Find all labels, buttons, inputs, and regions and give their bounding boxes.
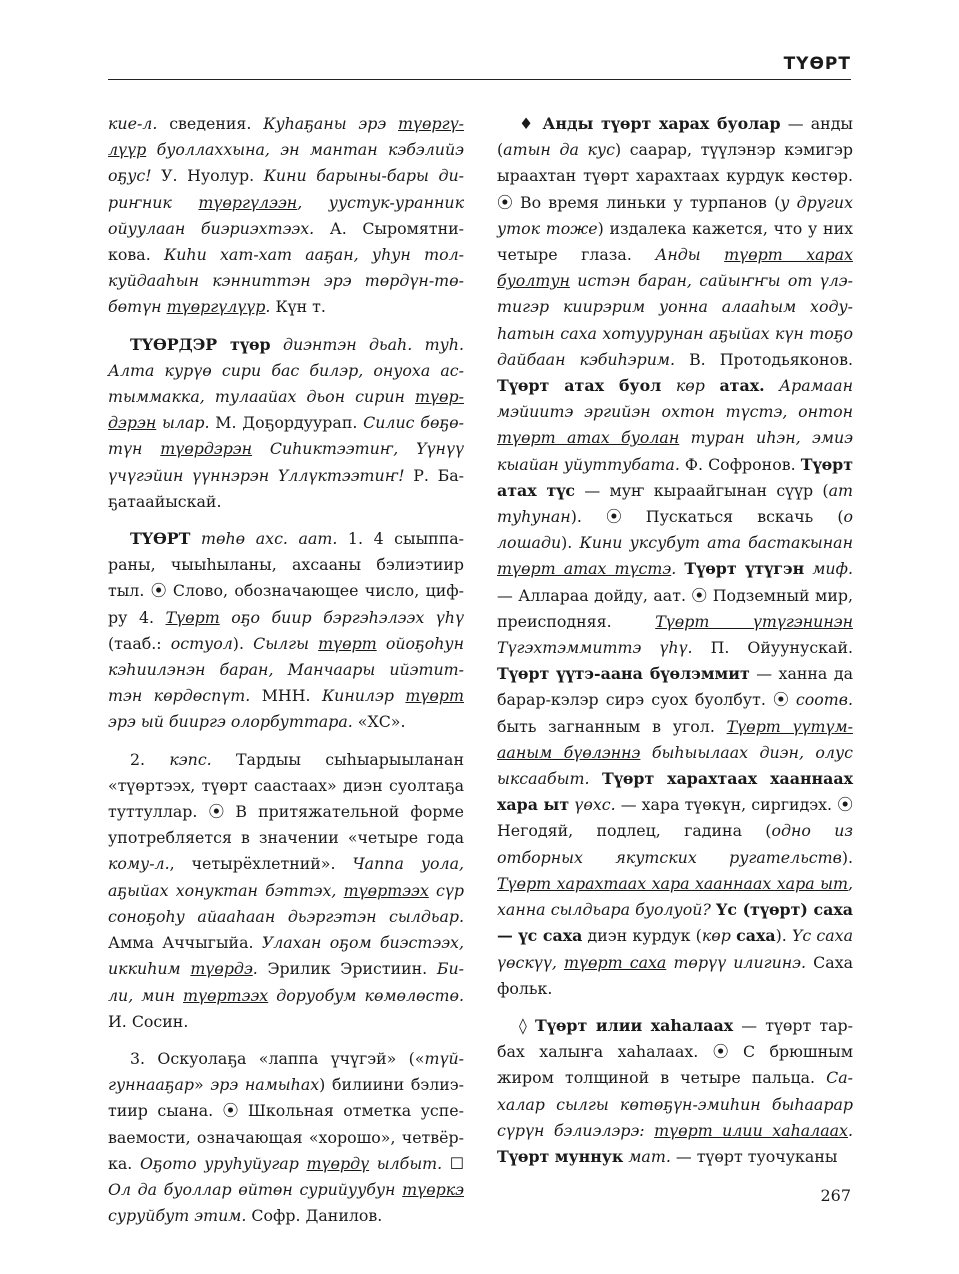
entry-continuation: кие-л. сведения. Куһаҕаны эрэ түөргүлүүр буоллаххына, эн мантан кэбэлийэ оҕус! У. Нуолур. Кини барыны-бары дириҥник түөргүлээн, уустук-уранник ойуулаан биэриэхтээх. А. Сыромятникова. Киһи хат-хат ааҕан, уһун толкуйдааһын кэнниттэн эрэ төрдүн-төбөтүн түөргүлүүр. Күн т. (108, 114, 464, 317)
page-number: 267 (820, 1186, 851, 1205)
phrases-block: ♦ Анды түөрт харах буолар — анды (атын да кус) саарар, түүлэнэр кэмигэр ыраахтан түөрт харахтаах курдук көстөр. ⦿ Во время линьки у турпанов (у других уток тоже) издалека кажется, что у них четыре глаза. Анды түөрт харах буолтун истэн баран, сайыҥҥы от үлэтигэр киирэрим уонна алааһым ходуһатын саха хотуурунан аҕыйах күн тоҕо дайбаан кэбиһэрим. В. Протодьяконов. Түөрт атах буол көр атах. Арамаан мэйиитэ эргийэн охтон түстэ, онтон түөрт атах буолан туран иһэн, эмиэ кыайан уйуттубата. Ф. Софронов. Түөрт атах түс — муҥ кыраайгынан сүүр (ат туһунан). ⦿ Пускаться вскачь (о лошади). Кини уксубут ата бастакынан түөрт атах түстэ. Түөрт үтүгэн миф. — Аллараа дойду, аат. ⦿ Подземный мир, преисподняя. Түөрт үтүгэнинэн Түгэхтэммиттэ үһү. П. Ойуунускай. Түөрт үүтэ-аана бүөлэммит — ханна да барар-кэлэр сирэ суох буолбут. ⦿ соотв. быть загнанным в угол. Түөрт үүтүм-ааным бүөлэннэ быһыылаах диэн, олус ыксаабыт. Түөрт харахтаах хааннаах хара ыт үөхс. — хара түөкүн, сиргидэх. ⦿ Негодяй, подлец, гадина (одно из отборных якутских ругательств). Түөрт харахтаах хара хааннаах хара ыт, ханна сылдьара буолуой? Үс (түөрт) саха — үс саха диэн курдук (көр саха). Үс саха үөскүү, түөрт саха төрүү илигинэ. Саха фольк. (497, 114, 854, 998)
left-column (108, 111, 464, 1240)
phrases-block-2: ◊ Түөрт илии хаһалаах — түөрт тарбах халыҥа хаһалаах. ⦿ С брюшным жиром толщиной в четыре пальца. Сахалар сылгы көтөҕүн-эмиһин быһаарар сүрүн бэлиэлэрэ: түөрт илии хаһалаах. Түөрт муннук мат. — түөрт туочуканы (497, 1015, 854, 1166)
entry-tuort-sense-2: 2. кэпс. Тардыы сыһыарыыланан «түөртээх, түөрт саастаах» диэн суолтаҕа туттуллар. ⦿ В притяжательной форме употребляется в значении «четыре года кому-л., четырёхлетний». Чаппа уола, аҕыйах хонуктан бэттэх, түөртээх сүр соноҕоһу айааһаан дьэргэтэн сылдьар. Амма Аччыгыйа. Улахан оҕом биэстээх, иккиһим түөрдэ. Эрилик Эристиин. Били, мин түөртээх доруобум көмөлөстө. И. Сосин. (108, 749, 465, 1031)
entry-tuordar: ТҮӨРДЭР түөр диэнтэн дьаһ. туһ. Алта курүө сири бас билэр, онуоха астыммакка, тулаайах дьон сирин түөрдэрэн ылар. М. Доҕордуурап. Силис бөҕөтүн түөрдэрэн Сиһиктээтиҥ, Үүнүү үчүгэйин үүннэрэн Үллүктээтиҥ! Р. Баҕатаайыскай. (108, 334, 465, 511)
right-column (497, 111, 853, 1181)
entry-tuort: ТҮӨРТ төһө ахс. аат. 1. 4 сыыппараны, чыыһыланы, ахсааны бэлиэтиир тыл. ⦿ Слово, обозначающее число, цифру 4. Түөрт оҕо биир бэргэһэлээх үһү (тааб.: остуол). Сылгы түөрт ойоҕоһун кэһиилэнэн баран, Манчаары ийэтиттэн көрдөспүт. МНН. Кинилэр түөрт эрэ ый бииргэ олорбуттара. «ХС». (108, 529, 464, 732)
entry-tuort-sense-3: 3. Оскуолаҕа «лаппа үчүгэй» («түйгуннааҕар» эрэ намыһах) билиини бэлиэтиир сыана. ⦿ Школьная отметка успеваемости, означающая «хорошо», четвёрка. Оҕото уруһуйугар түөрдү ылбыт. ☐ Ол да буоллар өйтөн сурийуубун түөркэ суруйбут этим. Софр. Данилов. (108, 1048, 464, 1226)
header-rule (108, 79, 851, 80)
header-word: ТҮӨРТ (783, 54, 851, 74)
